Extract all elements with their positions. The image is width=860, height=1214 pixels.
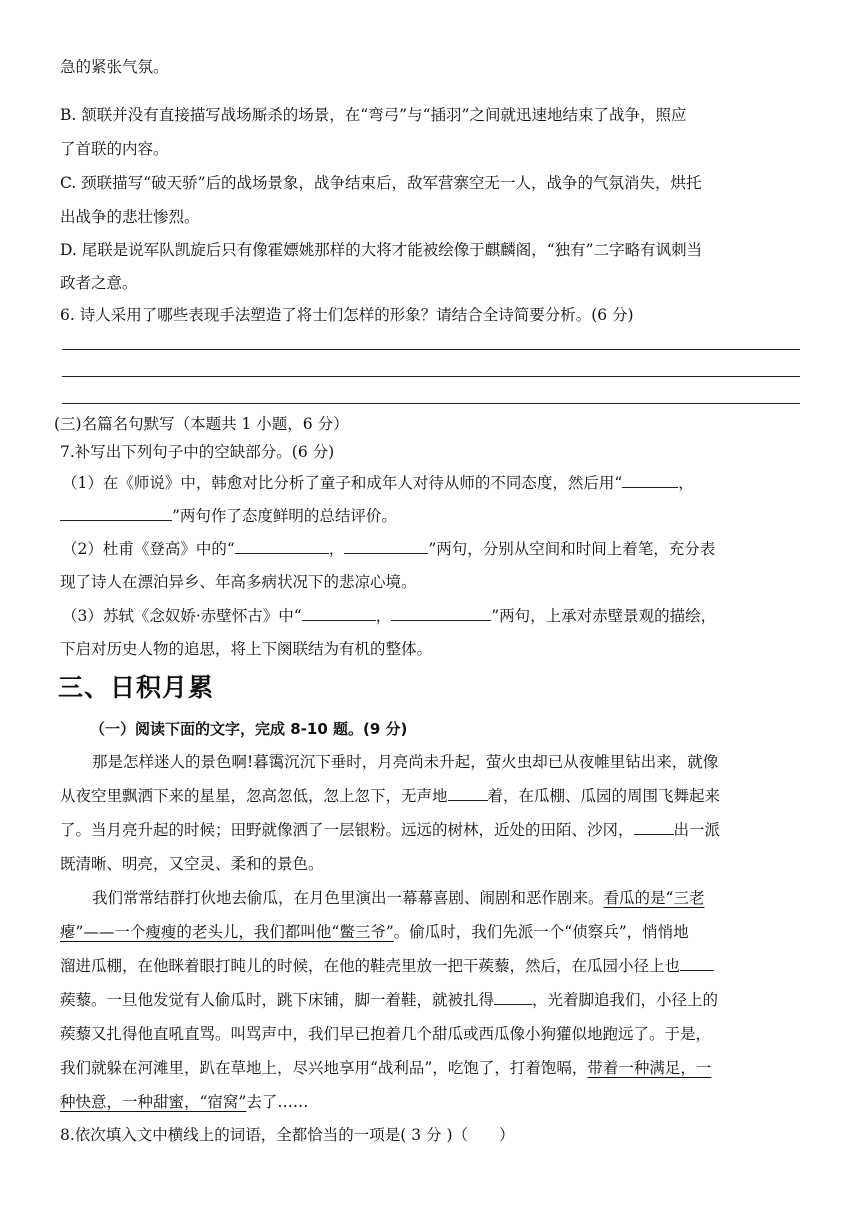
answer-line-2 <box>62 376 800 377</box>
reading-subheading: （一）阅读下面的文字，完成 8-10 题。(9 分) <box>90 720 408 738</box>
passage-p1-line2: 从夜空里飘洒下来的星星，忽高忽低，忽上忽下，无声地 着，在瓜棚、瓜园的周围飞舞起来 <box>60 779 720 813</box>
fill-blank[interactable] <box>622 469 678 488</box>
part-3-heading: 三、日积月累 <box>58 673 215 702</box>
fill-blank[interactable] <box>344 535 428 554</box>
option-b-line2: 了首联的内容。 <box>60 140 169 158</box>
fill-blank[interactable] <box>448 782 488 801</box>
passage-p2-line6: 我们就躲在河滩里，趴在草地上，尽兴地享用“战利品”，吃饱了，打着饱嗝，带着一种满足，一 <box>60 1059 712 1077</box>
option-c-line1: C. 颈联描写“破天骄”后的战场景象，战争结束后，敌军营寨空无一人，战争的气氛消失，烘托 <box>60 174 702 192</box>
passage-p1-line3: 了。当月亮升起的时候；田野就像洒了一层银粉。远远的树林，近处的田陌、沙冈， 出一派 <box>60 813 720 847</box>
fill-blank[interactable] <box>302 602 376 621</box>
passage-p2-line3: 溜进瓜棚，在他眯着眼打盹儿的时候，在他的鞋壳里放一把干蒺藜，然后，在瓜园小径上也 <box>60 949 714 983</box>
passage-p1-line4: 既清晰、明亮，又空灵、柔和的景色。 <box>60 855 324 873</box>
option-d-line2: 政者之意。 <box>60 274 138 292</box>
answer-line-3 <box>62 403 800 404</box>
section-3-title: (三)名篇名句默写（本题共 1 小题，6 分） <box>54 415 349 433</box>
option-a-tail: 急的紧张气氛。 <box>60 58 169 76</box>
answer-line-1 <box>62 349 800 350</box>
passage-p2-line1: 我们常常结群打伙地去偷瓜，在月色里演出一幕幕喜剧、闹剧和恶作剧来。看瓜的是“三老 <box>92 889 705 907</box>
question-6: 6. 诗人采用了哪些表现手法塑造了将士们怎样的形象？请结合全诗简要分析。(6 分) <box>60 306 634 324</box>
q7-item-2-line1: （2）杜甫《登高》中的“ ， ”两句，分别从空间和时间上着笔，充分表 <box>62 532 715 566</box>
fill-blank[interactable] <box>60 502 172 521</box>
fill-blank[interactable] <box>494 986 532 1005</box>
q7-item-1-line2: ”两句作了态度鲜明的总结评价。 <box>60 499 397 533</box>
q7-item-1-line1: （1）在《师说》中，韩愈对比分析了童子和成年人对待从师的不同态度，然后用“ ， <box>62 466 694 500</box>
passage-p2-line2: 瘪”——一个瘦瘦的老头儿，我们都叫他“鳖三爷”。偷瓜时，我们先派一个“侦察兵”，悄悄地 <box>60 923 689 941</box>
q7-item-3-line2: 下启对历史人物的追思，将上下阕联结为有机的整体。 <box>60 640 433 658</box>
q7-item-2-line2: 现了诗人在漂泊异乡、年高多病状况下的悲凉心境。 <box>60 573 417 591</box>
fill-blank[interactable] <box>391 602 491 621</box>
option-c-line2: 出战争的悲壮惨烈。 <box>60 208 200 226</box>
passage-p2-line4: 蒺藜。一旦他发觉有人偷瓜时，跳下床铺，脚一着鞋，就被扎得 ，光着脚追我们，小径上的 <box>60 983 718 1017</box>
passage-p2-line7: 种快意，一种甜蜜，“宿窝”去了…… <box>60 1093 309 1111</box>
q7-item-3-line1: （3）苏轼《念奴娇·赤壁怀古》中“ ， ”两句，上承对赤壁景观的描绘， <box>62 599 716 633</box>
fill-blank[interactable] <box>634 816 674 835</box>
fill-blank[interactable] <box>235 535 329 554</box>
option-d-line1: D. 尾联是说军队凯旋后只有像霍嫖姚那样的大将才能被绘像于麒麟阁，“独有”二字略有讽刺当 <box>60 241 703 259</box>
question-7: 7.补写出下列句子中的空缺部分。(6 分) <box>60 443 335 461</box>
question-8: 8.依次填入文中横线上的词语，全都恰当的一项是( 3 分 )（ ） <box>60 1126 515 1144</box>
passage-p1-line1: 那是怎样迷人的景色啊!暮霭沉沉下垂时，月亮尚未升起，萤火虫却已从夜帷里钻出来，就像 <box>92 753 719 771</box>
option-b-line1: B. 颔联并没有直接描写战场厮杀的场景，在“弯弓”与“插羽”之间就迅速地结束了战争，照应 <box>60 106 687 124</box>
fill-blank[interactable] <box>680 952 714 971</box>
passage-p2-line5: 蒺藜又扎得他直吼直骂。叫骂声中，我们早已抱着几个甜瓜或西瓜像小狗獾似地跑远了。于是， <box>60 1025 712 1043</box>
